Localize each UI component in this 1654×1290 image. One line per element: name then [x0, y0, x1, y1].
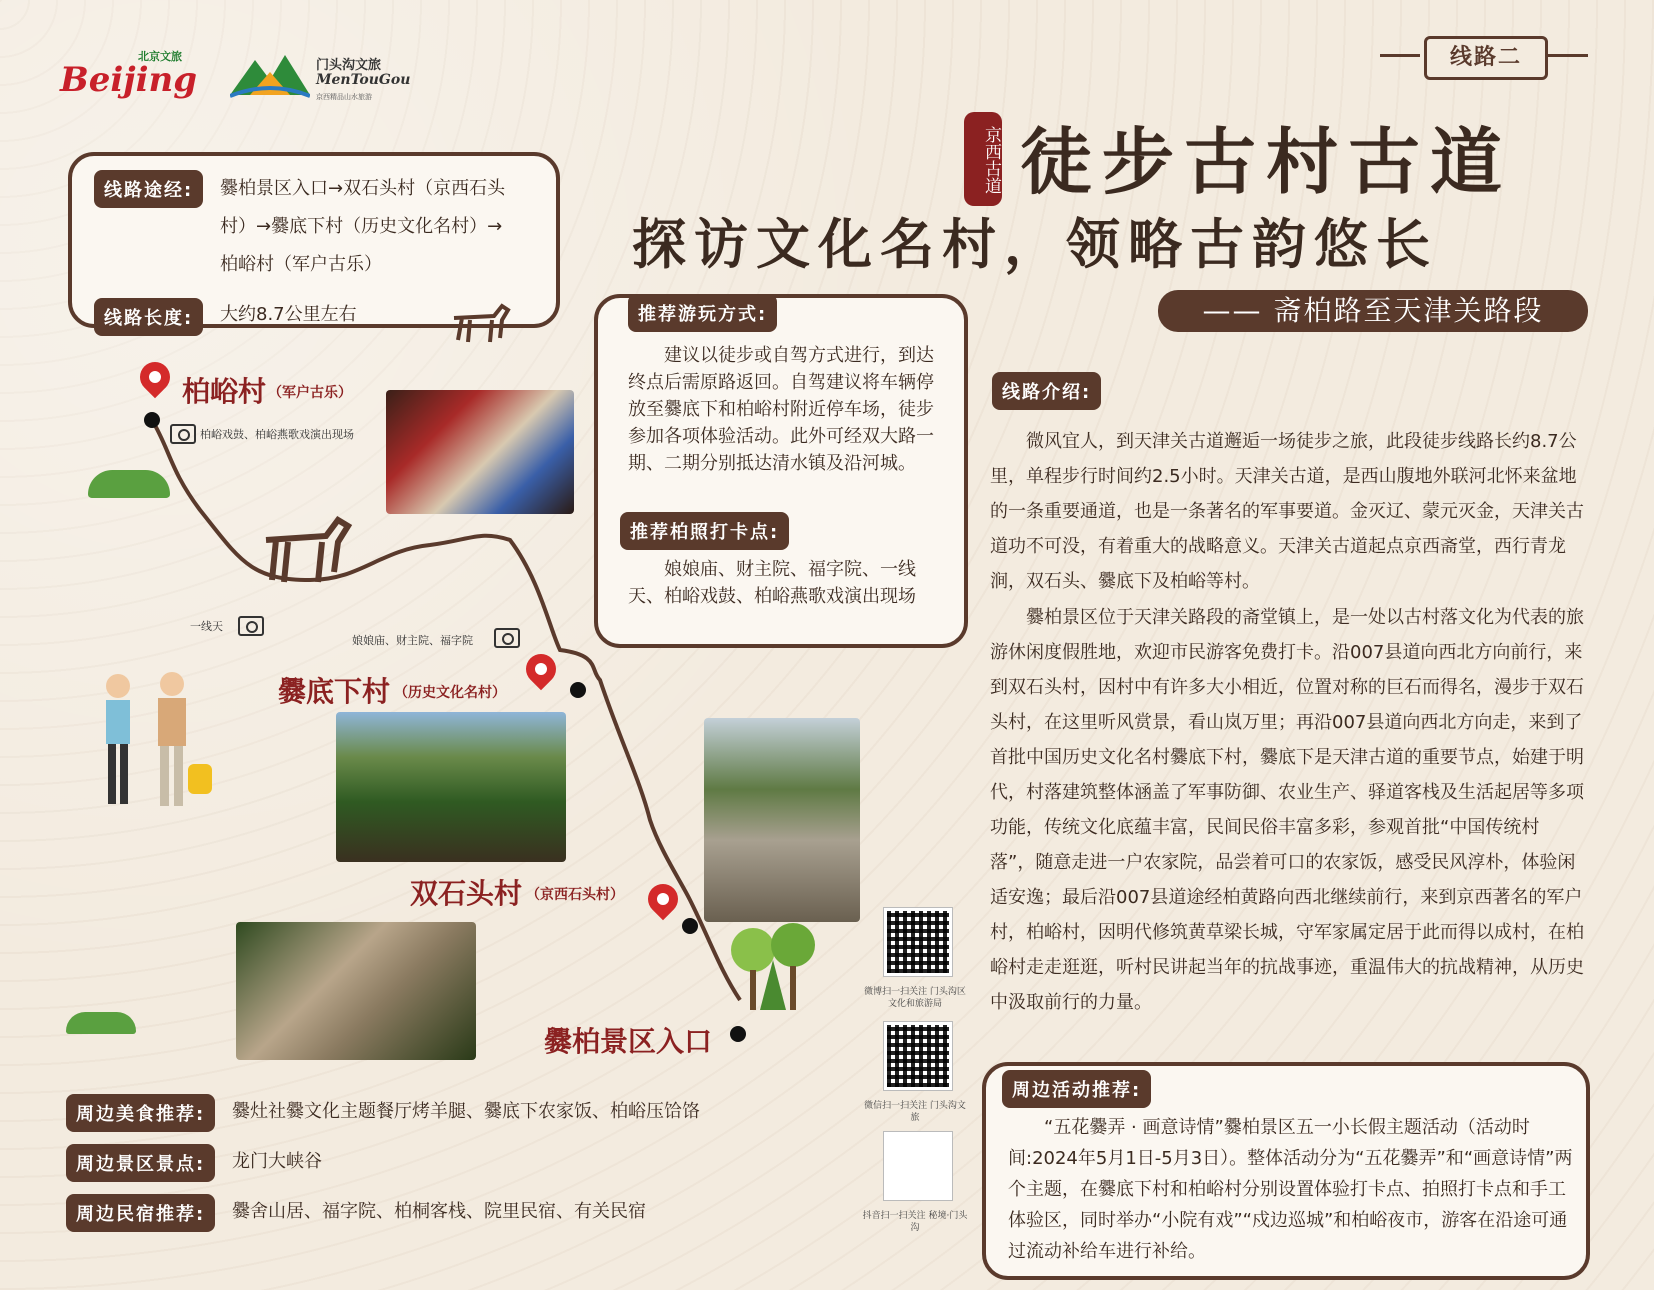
stay-text: 爨舍山居、福字院、柏桐客栈、院里民宿、有关民宿 [232, 1201, 646, 1222]
seal-text: 京西古道 [981, 126, 1001, 194]
photo-spot-text: 娘娘庙、财主院、福字院、一线天、柏峪戏鼓、柏峪燕歌戏演出现场 [628, 559, 916, 607]
horse-large-icon [256, 510, 356, 590]
beijing-logo-cn: 北京文旅 [138, 50, 182, 63]
douyin-qr-code[interactable] [884, 1132, 952, 1200]
cuandixia-tag: （历史文化名村） [394, 685, 506, 701]
entrance-rock-photo [236, 922, 476, 1060]
activity-text: “五花爨弄 · 画意诗情”爨柏景区五一小长假主题活动（活动时间:2024年5月1日-5月3日）。整体活动分为“五花爨弄”和“画意诗情”两个主题，在爨底下村和柏峪村分别设置体验打卡点、拍照打卡点和手工体验区，同时举办“小院有戏”“戍边巡城”和柏峪夜市，游客在沿途可通过流动补给车进行补给。 [1008, 1117, 1573, 1262]
cuandixia-dot [570, 682, 586, 698]
weibo-qr-caption: 微博扫一扫关注 门头沟区文化和旅游局 [864, 987, 966, 1009]
route-pass-text: 爨柏景区入口→双石头村（京西石头村）→爨底下村（历史文化名村）→柏峪村（军户古乐） [220, 178, 506, 275]
route-pass-label: 线路途经: [94, 170, 203, 208]
cuandixia-village-photo [336, 712, 566, 862]
shuangshitou-photo [704, 718, 860, 922]
bush-icon [88, 470, 170, 498]
activity-box [982, 1062, 1590, 1280]
baiyu-camera-icon [170, 424, 196, 444]
shuangshitou-tag: （京西石头村） [526, 887, 624, 903]
hikers-icon [88, 670, 218, 820]
scenic-text: 龙门大峡谷 [232, 1151, 322, 1172]
baiyu-dot [144, 412, 160, 428]
activity-label: 周边活动推荐: [1002, 1070, 1151, 1108]
stay-label: 周边民宿推荐: [66, 1194, 215, 1232]
horse-icon [444, 298, 514, 348]
page-title: 徒步古村古道 [1020, 119, 1513, 204]
baiyu-camera-label: 柏峪戏鼓、柏峪燕歌戏演出现场 [200, 428, 354, 441]
temples-label: 娘娘庙、财主院、福字院 [352, 634, 473, 647]
cuandixia-name: 爨底下村 [278, 675, 391, 708]
intro-label: 线路介绍: [992, 372, 1101, 410]
play-method-label: 推荐游玩方式: [628, 294, 777, 332]
route-badge-text: 线路二 [1449, 45, 1522, 70]
route-badge [1424, 36, 1548, 80]
shuangshitou-name: 双石头村 [410, 877, 523, 910]
weibo-qr-code[interactable] [884, 908, 952, 976]
wechat-qr-caption: 微信扫一扫关注 门头沟文旅 [864, 1101, 966, 1123]
mentougou-logo-en: MenTouGou [316, 72, 411, 88]
photo-spot-label: 推荐柏照打卡点: [620, 512, 789, 550]
baiyu-name: 柏峪村 [182, 375, 267, 408]
route-length-label: 线路长度: [94, 298, 203, 336]
shuangshitou-dot [682, 918, 698, 934]
route-length-text: 大约8.7公里左右 [220, 304, 357, 325]
section-line-text: —— 斋柏路至天津关路段 [1202, 294, 1544, 327]
mentougou-logo-cn: 门头沟文旅 [316, 58, 382, 73]
scenic-label: 周边景区景点: [66, 1144, 215, 1182]
baiyu-drum-photo [386, 390, 574, 514]
food-text: 爨灶社爨文化主题餐厅烤羊腿、爨底下农家饭、柏峪压饸饹 [232, 1101, 700, 1122]
beijing-logo [60, 48, 197, 108]
yixiantian-camera-icon [238, 616, 264, 636]
wechat-qr-code[interactable] [884, 1022, 952, 1090]
douyin-qr-caption: 抖音扫一扫关注 秘境·门头沟 [862, 1211, 968, 1233]
food-label: 周边美食推荐: [66, 1094, 215, 1132]
yixiantian-label: 一线天 [190, 620, 223, 633]
page-subtitle: 探访文化名村，领略古韵悠长 [632, 212, 1438, 276]
badge-line-left [1380, 54, 1420, 57]
trees-icon [728, 920, 818, 1030]
intro-paragraph-1: 微风宜人，到天津关古道邂逅一场徒步之旅，此段徒步线路长约8.7公里，单程步行时间约2.5小时。天津关古道，是西山腹地外联河北怀来盆地的一条重要通道，也是一条著名的军事要道。金灭辽、蒙元灭金，天津关古道功不可没，有着重大的战略意义。天津关古道起点京西斋堂，西行青龙涧，双石头、爨底下及柏峪等村。 [990, 431, 1584, 592]
baiyu-tag: （军户古乐） [268, 385, 352, 401]
mentougou-logo [230, 48, 410, 108]
section-line-banner [1158, 290, 1588, 332]
temples-camera-icon [494, 628, 520, 648]
intro-paragraph-2: 爨柏景区位于天津关路段的斋堂镇上，是一处以古村落文化为代表的旅游休闲度假胜地，欢迎市民游客免费打卡。沿007县道向西北方向前行，来到双石头村，因村中有许多大小相近，位置对称的巨石而得名，漫步于双石头村，在这里听风赏景，看山岚万里；再沿007县道向西北方向走，来到了首批中国历史文化名村爨底下村，爨底下是天津古道的重要节点，始建于明代，村落建筑整体涵盖了军事防御、农业生产、驿道客栈及生活起居等多项功能，传统文化底蕴丰富，民间民俗丰富多彩，参观首批“中国传统村落”，随意走进一户农家院，品尝着可口的农家饭，感受民风淳朴，体验闲适安逸；最后沿007县道途经柏黄路向西北继续前行，来到京西著名的军户村，柏峪村，因明代修筑黄草梁长城，守军家属定居于此而得以成村，在柏峪村走走逛逛，听村民讲起当年的抗战事迹，重温伟大的抗战精神，从历史中汲取前行的力量。 [990, 607, 1584, 1013]
play-method-text: 建议以徒步或自驾方式进行，到达终点后需原路返回。自驾建议将车辆停放至爨底下和柏峪村附近停车场，徒步参加各项体验活动。此外可经双大路一期、二期分别抵达清水镇及沿河城。 [628, 345, 934, 474]
beijing-logo-en: Beijing [60, 60, 197, 100]
mountain-logo-icon [230, 50, 310, 100]
seal-stamp [964, 112, 1002, 206]
badge-line-right [1548, 54, 1588, 57]
mentougou-logo-sub: 京西精品山水旅游 [316, 93, 372, 101]
bush-small-icon [66, 1012, 136, 1034]
entrance-name: 爨柏景区入口 [544, 1025, 713, 1058]
